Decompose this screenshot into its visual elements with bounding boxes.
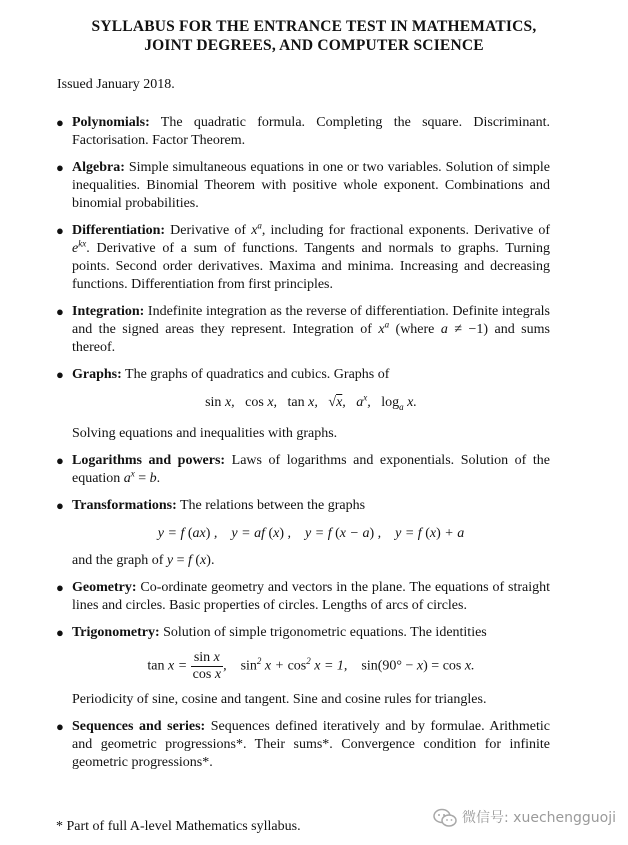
list-item-algebra [56,159,550,213]
math-x-pow-a: $x^a$ [378,319,390,337]
bullet-icon: ● [56,497,64,513]
item-text: The quadratic formula. Completing the square. Discriminant. Factorisation. Factor Theorem. [72,115,550,148]
title-line-1: SYLLABUS FOR THE ENTRANCE TEST IN MATHEMATICS, [91,18,537,35]
list-item-differentiation [56,222,550,294]
math-a-pow-x-eq-b: $a^x$ [123,468,135,486]
item-text: Laws of logarithms and exponentials. Solution of the equation [72,452,550,486]
item-text: Simple simultaneous equations in one or two variables. Solution of simple inequalities. Binomial Theorem with positive whole exponent. Combinations and binomial probabilities. [72,160,550,211]
bullet-icon: ● [56,304,64,319]
item-heading: Graphs: [72,367,122,382]
math-e-pow-kx: $e^{kx}$ [72,238,87,256]
bullet-icon: ● [56,452,64,468]
transformations-after: and the graph of y = f (x). [72,552,215,568]
item-heading: Trigonometry: [72,624,160,640]
title-line-2: JOINT DEGREES, AND COMPUTER SCIENCE [144,37,484,54]
bullet-icon: ● [56,115,64,130]
item-text: Solving equations and inequalities with graphs. [72,425,338,441]
item-text: Derivative of [165,223,252,238]
list-item-graphs [56,366,550,443]
math-x-pow-a: $x^a$ [251,220,262,238]
item-text: . [210,552,215,568]
list-item-polynomials [56,114,550,150]
math-a-neq-minus-one: a [440,322,448,337]
item-text: . [156,470,161,486]
watermark [432,808,616,828]
item-text: (where [389,322,441,337]
item-text: The relations between the graphs [176,497,366,513]
item-heading: Differentiation: [72,223,166,238]
item-heading: Geometry: [72,579,137,595]
list-item-logarithms: ● Logarithms and powers: Laws of logarithms and exponentials. Solution of the equation $a^x = b$. [56,452,550,486]
document-title [0,17,628,55]
item-text: ) and sums thereof. [72,322,550,355]
item-heading: Transformations: [72,497,177,513]
item-text: . Derivative of a sum of functions. Tangents and normals to graphs. Turning points. Second order derivatives. Maxima and minima. Increasing and decreasing functions. Differentiation from first principles. [72,241,550,292]
bullet-icon: ● [56,367,64,382]
item-text: Co-ordinate geometry and vectors in the plane. The equations of straight lines and circles. Basic properties of circles. Lengths of arcs of circles. [72,579,550,613]
list-item-geometry [56,579,550,615]
item-text: Solution of simple trigonometric equations. The identities [159,624,487,640]
list-item-trigonometry [56,624,550,709]
syllabus-list [56,114,550,781]
item-heading: Sequences and series: [72,718,206,734]
transformations-formula: y = f (ax) , y = af (x) , y = f (x − a) , y = f (x) + a [157,525,465,541]
item-heading: Polynomials: [72,115,150,130]
bullet-icon: ● [56,624,64,640]
item-text: and the graph of [72,552,167,568]
bullet-icon: ● [56,718,64,734]
bullet-icon: ● [56,223,64,238]
issued-date: Issued January 2018. [57,77,175,92]
wechat-icon [432,808,458,828]
watermark-text: 微信号: xuechengguoji [462,810,616,826]
list-item-integration: ● Integration: Indefinite integration as the reverse of differentiation. Definite integrals and the signed areas they represent. Integration of $x^a$ (where a ≠ −1) and sums thereof. [56,304,550,355]
item-heading: Logarithms and powers: [72,452,226,468]
item-text: The graphs of quadratics and cubics. Graphs of [121,367,390,382]
graphs-formula: sin x, cos x, tan x, √x, $a^x$, $\log_a x$. [205,392,417,412]
trig-identities-formula: tan x = $\frac{\text{sin x}}{\text{cos x}}$ , $\sin^2 x + \cos^2 x = 1$, sin(90° − x) = cos x. [147,649,475,682]
item-text: Indefinite integration as the reverse of differentiation. Definite integrals and the signed areas they represent. Integration of [72,304,550,337]
bullet-icon: ● [56,579,64,595]
list-item-sequences [56,718,550,772]
item-heading: Integration: [72,304,145,319]
footnote: * Part of full A-level Mathematics syllabus. [56,819,301,834]
bullet-icon: ● [56,160,64,175]
item-heading: Algebra: [72,160,125,175]
item-text: , including for fractional exponents. Derivative of [261,223,550,238]
item-text: Sequences defined iteratively and by formulae. Arithmetic and geometric progressions*. Their sums*. Convergence condition for infinite geometric progressions*. [72,718,550,770]
list-item-transformations [56,497,550,570]
item-text: Periodicity of sine, cosine and tangent. Sine and cosine rules for triangles. [72,691,487,707]
